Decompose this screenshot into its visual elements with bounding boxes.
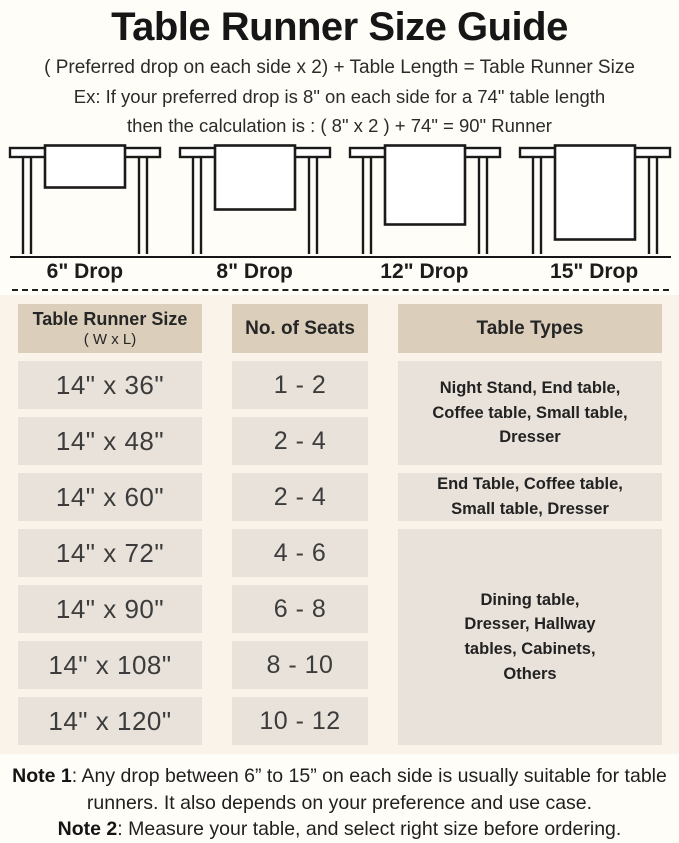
note-2-text: : Measure your table, and select right size before ordering. — [117, 818, 622, 841]
cell-types-group-3: Dining table, Dresser, Hallway tables, Cabinets, Others — [398, 529, 662, 745]
dashed-divider-line — [12, 289, 669, 291]
header-table-types: Table Types — [398, 304, 662, 353]
drop-label-8in: 8" Drop — [216, 260, 293, 283]
cell-seats-14x48: 2 - 4 — [232, 417, 368, 465]
cell-types-group-1: Night Stand, End table, Coffee table, Small table, Dresser — [398, 361, 662, 465]
cell-types-group-2: End Table, Coffee table, Small table, Dresser — [398, 473, 662, 521]
table-diagram-6in — [0, 144, 170, 254]
drop-labels-row — [0, 258, 679, 289]
header-runner-size — [18, 304, 202, 353]
table-side-view-icon — [510, 144, 679, 254]
note-1-label: Note 1 — [12, 765, 72, 787]
table-diagram-8in — [170, 144, 340, 254]
table-side-view-icon — [0, 144, 170, 254]
table-diagram-15in — [510, 144, 679, 254]
note-1 — [8, 763, 671, 816]
cell-seats-14x120: 10 - 12 — [232, 697, 368, 745]
header-runner-size-sub: ( W x L) — [83, 330, 137, 348]
header-runner-size-title: Table Runner Size — [32, 309, 188, 330]
page-title: Table Runner Size Guide — [111, 5, 568, 49]
runner-formula: ( Preferred drop on each side x 2) + Table Length = Table Runner Size — [44, 57, 635, 78]
example-line-1: Ex: If your preferred drop is 8" on each side for a 74" table length — [73, 86, 606, 107]
example-line-2: then the calculation is : ( 8" x 2 ) + 74" = 90" Runner — [127, 115, 552, 136]
cell-seats-14x108: 8 - 10 — [232, 641, 368, 689]
runner-shape — [385, 146, 465, 225]
cell-size-14x90: 14" x 90" — [18, 585, 202, 633]
drop-label-12in: 12" Drop — [380, 260, 469, 283]
drop-diagrams — [0, 144, 679, 254]
notes-block — [0, 763, 679, 843]
size-table-section — [0, 295, 679, 754]
cell-seats-14x60: 2 - 4 — [232, 473, 368, 521]
cell-size-14x120: 14" x 120" — [18, 697, 202, 745]
cell-seats-14x36: 1 - 2 — [232, 361, 368, 409]
cell-size-14x48: 14" x 48" — [18, 417, 202, 465]
note-2-label: Note 2 — [57, 818, 118, 841]
cell-size-14x108: 14" x 108" — [18, 641, 202, 689]
cell-seats-14x90: 6 - 8 — [232, 585, 368, 633]
note-2 — [8, 816, 671, 843]
note-1-text: : Any drop between 6” to 15” on each side is usually suitable for table runners. It also depends on your preference and use case. — [71, 765, 667, 814]
cell-size-14x60: 14" x 60" — [18, 473, 202, 521]
runner-shape — [555, 146, 635, 240]
table-side-view-icon — [340, 144, 510, 254]
table-side-view-icon — [170, 144, 340, 254]
size-table — [18, 304, 665, 745]
drop-label-6in: 6" Drop — [46, 260, 124, 283]
cell-size-14x72: 14" x 72" — [18, 529, 202, 577]
header-seats: No. of Seats — [232, 304, 368, 353]
drop-label-15in: 15" Drop — [550, 260, 639, 283]
runner-shape — [45, 146, 125, 188]
table-diagram-12in — [340, 144, 510, 254]
heading-block — [0, 0, 679, 137]
runner-shape — [215, 146, 295, 210]
cell-size-14x36: 14" x 36" — [18, 361, 202, 409]
cell-seats-14x72: 4 - 6 — [232, 529, 368, 577]
